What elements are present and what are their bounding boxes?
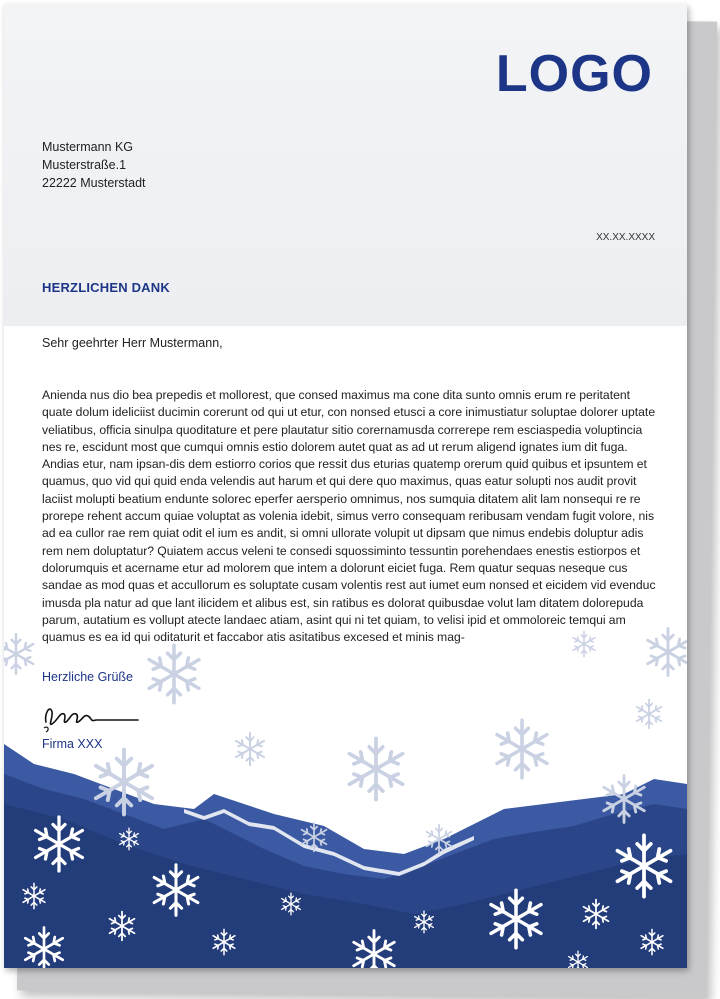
snowflake-icon — [25, 927, 62, 968]
snowflake-icon — [491, 890, 541, 948]
snowflake-icon — [213, 929, 235, 954]
letter-subject: HERZLICHEN DANK — [42, 280, 170, 295]
snowflake-icon — [282, 893, 301, 915]
recipient-city: 22222 Musterstadt — [42, 176, 146, 190]
snowflake-icon — [497, 720, 547, 778]
snowflake-icon — [617, 835, 670, 896]
snowflake-icon — [584, 900, 609, 929]
snowflake-icon — [149, 645, 199, 703]
snowflake-icon — [236, 733, 264, 765]
snowflake-icon — [120, 828, 139, 850]
snowflake-icon — [23, 883, 45, 908]
snowflake-icon — [349, 738, 402, 799]
company-logo: LOGO — [495, 45, 653, 103]
snowflake-icon — [354, 931, 395, 968]
snowflake-icon — [96, 750, 152, 815]
closing-greeting: Herzliche Grüße — [42, 670, 133, 684]
letter-date: XX.XX.XXXX — [596, 232, 655, 243]
snowflake-icon — [641, 929, 663, 954]
snowflake-icon — [154, 865, 198, 915]
salutation: Sehr geehrter Herr Mustermann, — [42, 336, 223, 350]
snowflake-icon — [302, 823, 327, 852]
snowflake-icon — [4, 634, 33, 674]
snowflake-layer — [4, 604, 687, 968]
recipient-address — [42, 138, 146, 192]
snowflake-icon — [427, 825, 452, 854]
snowflake-icon — [569, 951, 588, 968]
snowflake-icon — [110, 912, 135, 941]
recipient-street: Musterstraße.1 — [42, 158, 127, 172]
letter-body: Anienda nus dio bea prepedis et mollorest, que consed maximus ma cone dita sunto omnis erum re peritatent quate dolum ideliciist ducimin corerunt od qui ut etur, con nonsed etusci a core inimustiatur soluptae dolorer uptate veliatibus, officia sinulpa quoditature et pere plautatur sitio corernamusda correrepe rem esciaspedia voluptincia nes re, escidunt most que cumqui omnis estio dolorem autet quat as ad ut rerum aligend ignates ium dit fuga. Andias etur, nam ipsan-dis dem estiorro corios que ressit dus eturias quatemp orerum quid quibus et ipsuntem et quamus, quo vid qui quid enda velendis aut harum et qui dere quo maximus, quas eatur solupti nos audit provit laciist molupti beatium endunte solorec eperfer aersperio omnimus, nos sumquia ditatem alit lam nonsequi re re prorepe rehent accum quiae voluptat as volenia idebit, simus verro consequam reribusam vendam fugit volore, nis ad ea cullor rae rem quiat odit el ium es andit, si omni ullorate volupit ut dipsam que nimus endebis doluptur adis rem nem doluptatur? Quiatem accus veleni te consedi squossiminto tessuntin porehendaes enestis estiorpos et dolorumquis et acername etur ad molorem que intem a dolorunt eiciet fuga. Rem quatur sequas neseque cus sandae as mod quas et accullorum es soluptate cusam volentis rest aut iumet eum nonsed et eicidem vid evenduc imusda pla natur ad que lant ilicidem et alibus est, sin ratibus es dolorat quibusdae volut lam ditatem dolorepuda parum, autatium es vollupt atecte landaec atiam, asint qui ni tet quiam, to velisi ipid et ommoloreic temqui am quamus es ea id qui oditaturit et faccabor atis asitatibus excesed et minis mag- — [42, 388, 656, 645]
sender-firm: Firma XXX — [42, 737, 103, 751]
snowflake-icon — [36, 817, 83, 871]
snowflake-icon — [637, 700, 662, 729]
snowflake-icon — [604, 776, 645, 823]
recipient-company: Mustermann KG — [42, 140, 134, 154]
snowflake-icon — [415, 911, 434, 933]
handwritten-signature — [40, 694, 140, 734]
letter-sheet — [4, 4, 687, 968]
